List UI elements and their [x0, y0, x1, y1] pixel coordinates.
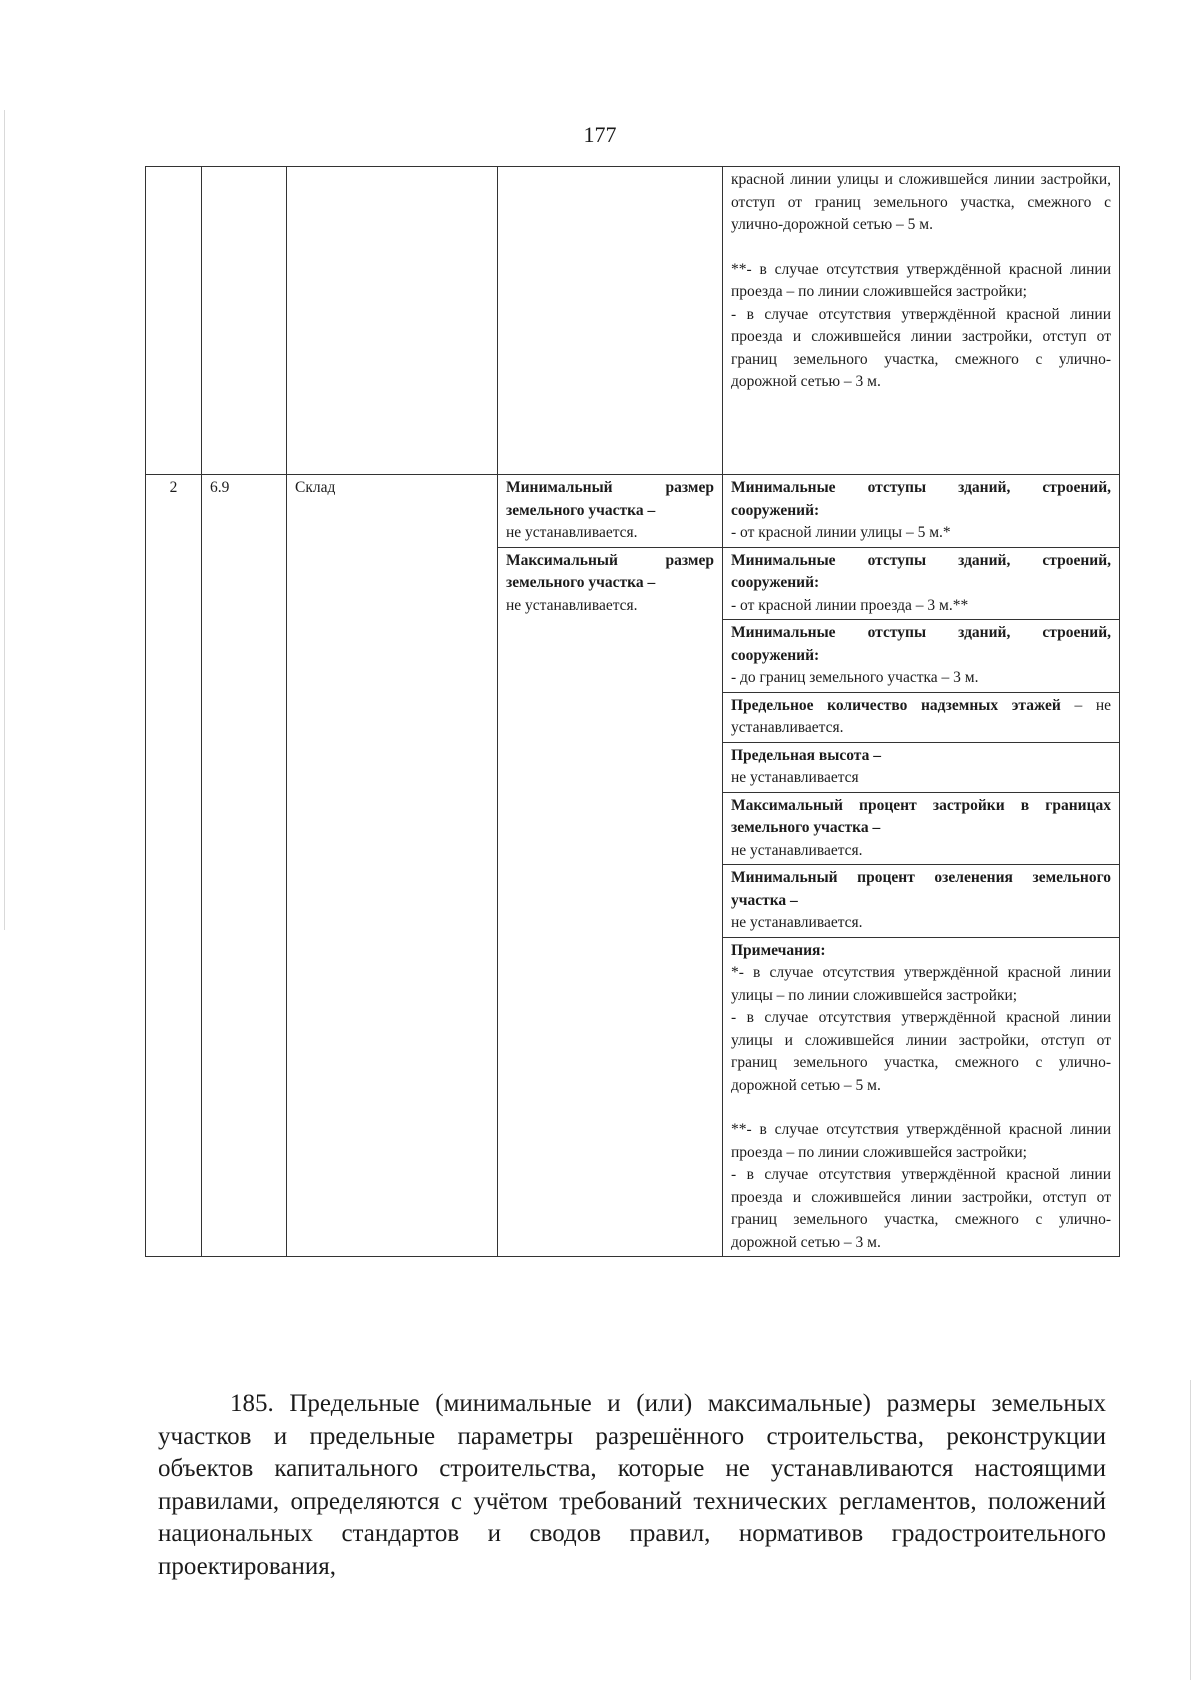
param-title: Минимальные отступы зданий, строений, сооружений: [731, 551, 1111, 591]
scan-edge-line [4, 110, 5, 930]
param-title: Предельная высота – [731, 746, 881, 764]
note-line: - в случае отсутствия утверждённой красной линии проезда и сложившейся линии застройки, отступ от границ земельного участка, смежного с улично-дорожной сетью – 3 м. [731, 1166, 1111, 1251]
page-number: 177 [583, 122, 617, 147]
cell-param-height [723, 742, 1120, 792]
cell-param-max-coverage [723, 792, 1120, 865]
notes-title: Примечания: [731, 941, 826, 959]
param-value: не устанавливается. [731, 841, 863, 859]
note-line: - в случае отсутствия утверждённой красной линии проезда и сложившейся линии застройки, отступ от границ земельного участка, смежного с улично-дорожной сетью – 3 м. [731, 305, 1111, 390]
param-title: Минимальные отступы зданий, строений, сооружений: [731, 479, 1111, 519]
max-size-value: не устанавливается. [506, 596, 638, 614]
cell-name-empty [287, 167, 498, 475]
param-title: Минимальные отступы зданий, строений, сооружений: [731, 624, 1111, 664]
cell-param-setback-driveway [723, 547, 1120, 620]
cell-param-setback-boundary [723, 620, 1120, 693]
cell-size-empty [498, 167, 723, 475]
cell-param-setback-street [723, 475, 1120, 548]
param-value: – не устанавливается. [731, 696, 1111, 736]
param-title: Предельное количество надземных этажей [731, 696, 1061, 714]
min-size-title: Минимальный размер земельного участка – [506, 479, 714, 519]
param-title: Минимальный процент озеленения земельного участка – [731, 869, 1111, 909]
note-line: **- в случае отсутствия утверждённой красной линии проезда – по линии сложившейся застройки; [731, 260, 1111, 300]
param-value: - от красной линии улицы – 5 м.* [731, 524, 951, 541]
table-row-continuation [146, 167, 1120, 475]
cell-param-floors [723, 692, 1120, 742]
max-size-title: Максимальный размер земельного участка – [506, 551, 714, 591]
cell-min-plot-size [498, 475, 723, 548]
cell-use-name: Склад [287, 475, 498, 1257]
cell-param-min-greening [723, 865, 1120, 938]
scan-edge-line [1190, 1380, 1191, 1680]
param-value: не устанавливается [731, 769, 859, 786]
note-line: *- в случае отсутствия утверждённой красной линии улицы – по линии сложившейся застройки; [731, 964, 1111, 1004]
min-size-value: не устанавливается. [506, 524, 638, 541]
cell-continued-notes [723, 167, 1120, 475]
parameters-table [145, 166, 1120, 1257]
cell-row-number: 2 [146, 475, 202, 1257]
note-line: **- в случае отсутствия утверждённой красной линии проезда – по линии сложившейся застройки; [731, 1121, 1111, 1161]
table-row-warehouse [146, 475, 1120, 548]
note-spacer [731, 237, 1111, 259]
cell-num-empty [146, 167, 202, 475]
cell-use-code: 6.9 [202, 475, 287, 1257]
body-paragraph: 185. Предельные (минимальные и (или) максимальные) размеры земельных участков и предельные параметры разрешённого строительства, реконструкции объектов капитального строительства, которые не устанавливаются настоящими правилами, определяются с учётом требований технических регламентов, положений национальных стандартов и сводов правил, нормативов градостроительного проектирования, [158, 1390, 1106, 1580]
cell-max-plot-size [498, 547, 723, 1257]
cell-code-empty [202, 167, 287, 475]
note-line: - в случае отсутствия утверждённой красной линии улицы и сложившейся линии застройки, отступ от границ земельного участка, смежного с улично-дорожной сетью – 5 м. [731, 1009, 1111, 1094]
param-value: - до границ земельного участка – 3 м. [731, 669, 979, 686]
param-value: - от красной линии проезда – 3 м.** [731, 596, 969, 614]
note-spacer [731, 1097, 1111, 1119]
cell-notes [723, 937, 1120, 1257]
param-title: Максимальный процент застройки в границах земельного участка – [731, 796, 1111, 836]
param-value: не устанавливается. [731, 914, 863, 931]
note-line: красной линии улицы и сложившейся линии застройки, отступ от границ земельного участка, смежного с улично-дорожной сетью – 5 м. [731, 171, 1111, 233]
